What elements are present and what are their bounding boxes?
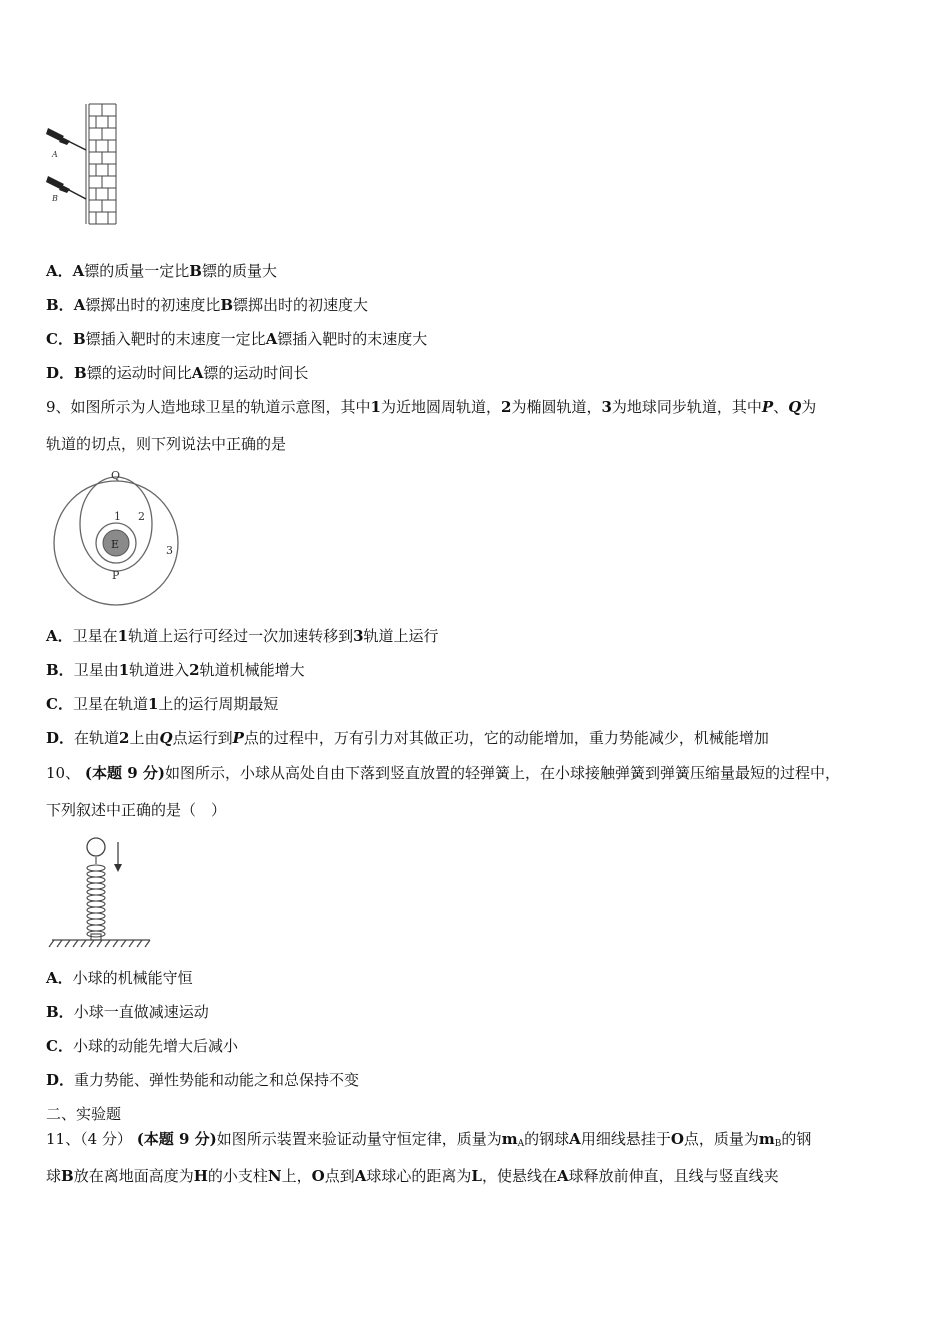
spring-icon	[87, 857, 105, 940]
q9-stem-line1: 9、如图所示为人造地球卫星的轨道示意图，其中1为近地圆周轨道，2为椭圆轨道，3为地球同步轨道，其中P、Q为	[46, 398, 817, 416]
q8-option-d: D．B镖的运动时间比A镖的运动时间长	[46, 364, 309, 382]
orbit-2-label: 2	[138, 510, 145, 523]
q10-option-b: B．小球一直做减速运动	[46, 1003, 209, 1021]
q9-stem-line2: 轨道的切点，则下列说法中正确的是	[46, 435, 287, 453]
q11-stem-line2: 球B放在离地面高度为H的小支柱N上，O点到A球球心的距离为L，使悬线在A球释放前伸直，且线与竖直线夹	[46, 1167, 779, 1185]
q8-option-b: B．A镖掷出时的初速度比B镖掷出时的初速度大	[46, 296, 369, 314]
orbit-3-label: 3	[166, 544, 173, 557]
earth-label: E	[111, 538, 120, 551]
dart-a-icon	[46, 128, 86, 150]
section-title: 二、实验题	[46, 1105, 122, 1123]
point-p-label: P	[112, 569, 120, 582]
q10-option-d: D．重力势能、弹性势能和动能之和总保持不变	[46, 1071, 360, 1089]
q10-stem-line2: 下列叙述中正确的是（ ）	[46, 801, 227, 819]
q9-option-a: A．卫星在1轨道上运行可经过一次加速转移到3轨道上运行	[46, 627, 439, 645]
orbit-1-label: 1	[114, 510, 121, 523]
q10-option-a: A．小球的机械能守恒	[46, 969, 193, 987]
q11-stem-line1: 11、（4 分） (本题 9 分)如图所示装置来验证动量守恒定律，质量为$m_A$的钢球A用细线悬挂于O点，质量为$m_B$的钢	[46, 1130, 812, 1149]
dart-b-label: B	[52, 194, 58, 203]
q9-option-b: B．卫星由1轨道进入2轨道机械能增大	[46, 661, 305, 679]
ball-icon	[87, 838, 105, 856]
orbit-2	[80, 477, 152, 571]
ground-icon	[49, 940, 150, 947]
q8-option-c: C．B镖插入靶时的末速度一定比A镖插入靶时的末速度大	[46, 330, 428, 348]
spring-figure	[44, 830, 156, 954]
q10-stem-line1: 10、 (本题 9 分)如图所示，小球从高处自由下落到竖直放置的轻弹簧上，在小球接触弹簧到弹簧压缩量最短的过程中，	[46, 764, 840, 782]
q10-option-c: C．小球的动能先增大后减小	[46, 1037, 238, 1055]
dart-a-label: A	[52, 150, 58, 159]
q9-option-c: C．卫星在轨道1上的运行周期最短	[46, 695, 279, 713]
q9-option-d: D．在轨道2上由Q点运行到P点的过程中，万有引力对其做正功，它的动能增加，重力势能减少，机械能增加	[46, 729, 769, 747]
point-q-label: Q	[111, 469, 121, 482]
q8-option-a: A．A镖的质量一定比B镖的质量大	[46, 262, 277, 280]
orbit-figure	[48, 465, 188, 610]
dart-target-figure	[40, 100, 122, 228]
down-arrow-icon	[114, 842, 122, 872]
